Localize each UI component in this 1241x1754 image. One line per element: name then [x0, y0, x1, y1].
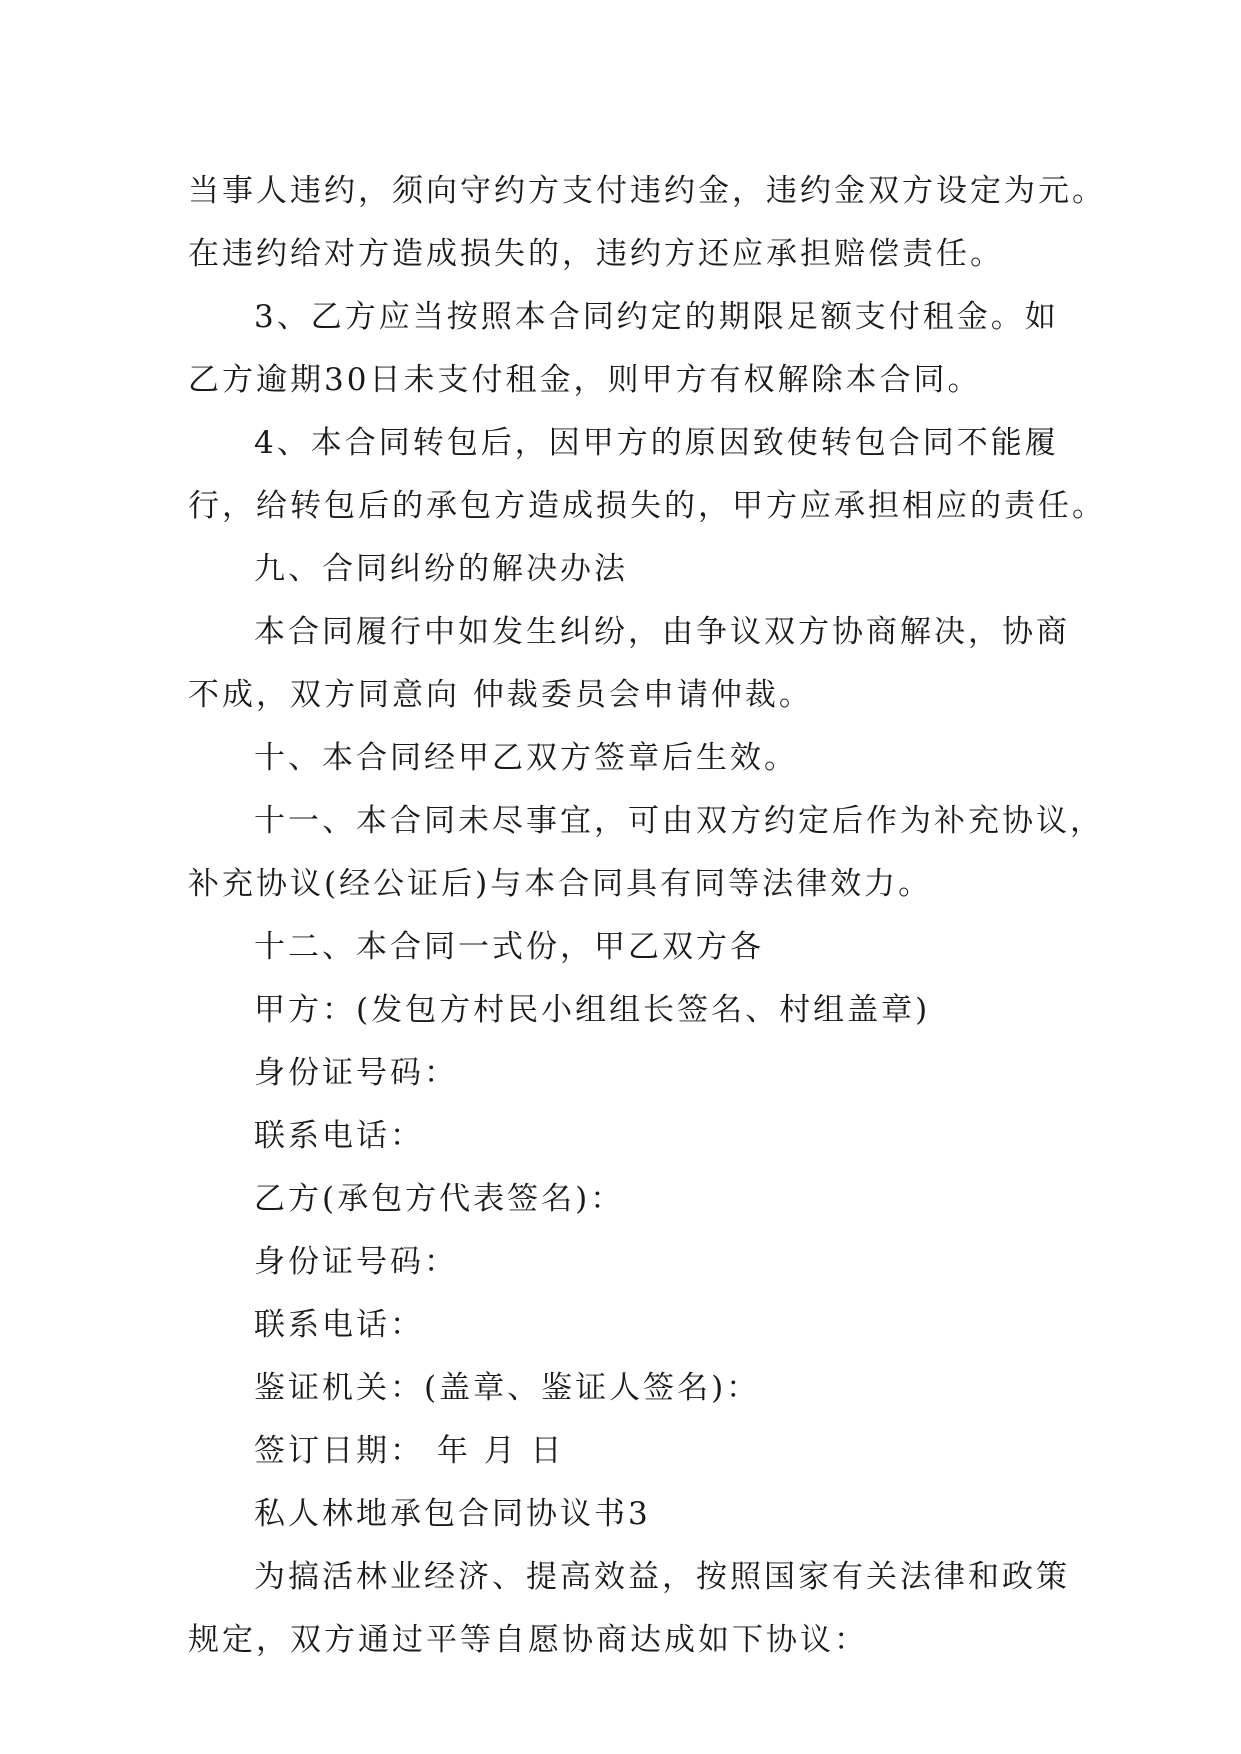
phone-field: 联系电话： — [254, 1307, 424, 1343]
document-title: 私人林地承包合同协议书3 — [254, 1496, 651, 1532]
sign-date-field: 签订日期： 年 月 日 — [254, 1433, 565, 1469]
text-line: 本合同履行中如发生纠纷，由争议双方协商解决，协商 — [254, 614, 1070, 650]
phone-field: 联系电话： — [254, 1118, 424, 1154]
section-heading: 九、合同纠纷的解决办法 — [254, 551, 628, 587]
signature-field-party-a: 甲方：(发包方村民小组组长签名、村组盖章) — [254, 992, 931, 1028]
text-line: 当事人违约，须向守约方支付违约金，违约金双方设定为元。 — [188, 173, 1106, 209]
text-line: 乙方逾期30日未支付租金，则甲方有权解除本合同。 — [188, 362, 982, 398]
id-number-field: 身份证号码： — [254, 1244, 458, 1280]
text-line: 4、本合同转包后，因甲方的原因致使转包合同不能履 — [254, 425, 1059, 461]
id-number-field: 身份证号码： — [254, 1055, 458, 1091]
text-line: 在违约给对方造成损失的，违约方还应承担赔偿责任。 — [188, 236, 1004, 272]
text-line: 行，给转包后的承包方造成损失的，甲方应承担相应的责任。 — [188, 488, 1106, 524]
section-heading: 十一、本合同未尽事宜，可由双方约定后作为补充协议， — [254, 803, 1104, 839]
text-line: 3、乙方应当按照本合同约定的期限足额支付租金。如 — [254, 299, 1059, 335]
signature-field-party-b: 乙方(承包方代表签名)： — [254, 1181, 625, 1217]
text-line: 规定，双方通过平等自愿协商达成如下协议： — [188, 1622, 868, 1658]
text-line: 不成，双方同意向 仲裁委员会申请仲裁。 — [188, 677, 813, 713]
text-line: 补充协议(经公证后)与本合同具有同等法律效力。 — [188, 866, 933, 902]
document-page — [188, 160, 1106, 1672]
section-heading: 十、本合同经甲乙双方签章后生效。 — [254, 740, 798, 776]
section-heading: 十二、本合同一式份，甲乙双方各 — [254, 929, 764, 965]
authority-field: 鉴证机关：(盖章、鉴证人签名)： — [254, 1370, 761, 1406]
text-line: 为搞活林业经济、提高效益，按照国家有关法律和政策 — [254, 1559, 1070, 1595]
